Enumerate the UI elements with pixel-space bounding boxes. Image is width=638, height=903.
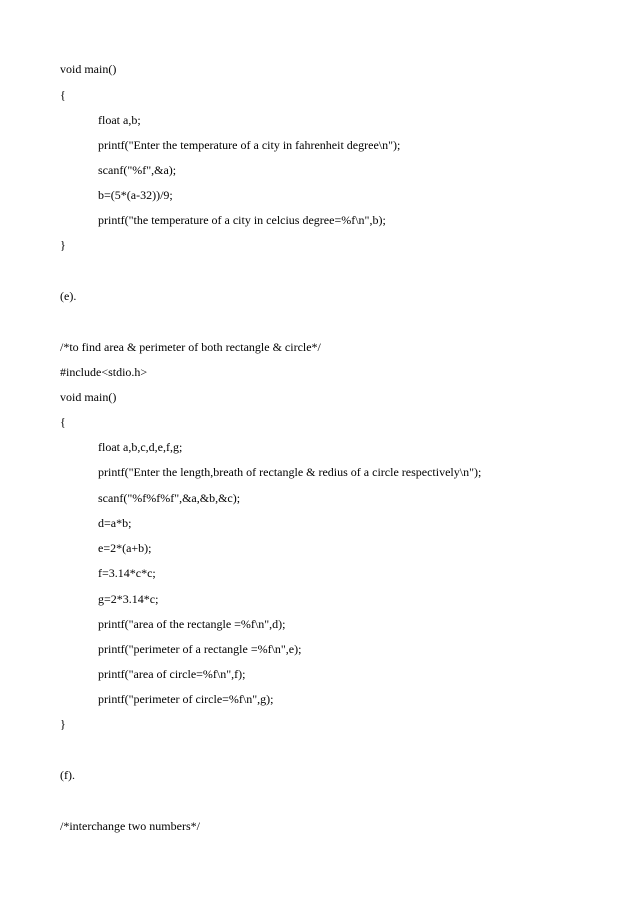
code-line: float a,b; [98, 113, 141, 127]
code-comment: /*interchange two numbers*/ [60, 819, 200, 833]
code-line: float a,b,c,d,e,f,g; [98, 440, 183, 454]
code-line: void main() [60, 390, 117, 404]
code-line: { [60, 88, 66, 102]
code-line: d=a*b; [98, 516, 132, 530]
code-line: f=3.14*c*c; [98, 566, 156, 580]
code-line: printf("the temperature of a city in celcius degree=%f\n",b); [98, 213, 386, 227]
code-comment: /*to find area & perimeter of both rectangle & circle*/ [60, 340, 321, 354]
code-line: } [60, 238, 66, 252]
code-line: printf("area of circle=%f\n",f); [98, 667, 246, 681]
section-label: (f). [60, 768, 75, 782]
code-line: #include<stdio.h> [60, 365, 148, 379]
code-line: g=2*3.14*c; [98, 592, 159, 606]
code-line: void main() [60, 62, 117, 76]
code-line: } [60, 717, 66, 731]
code-line: e=2*(a+b); [98, 541, 152, 555]
section-label: (e). [60, 289, 77, 303]
code-line: printf("area of the rectangle =%f\n",d); [98, 617, 286, 631]
code-line: printf("perimeter of a rectangle =%f\n",e); [98, 642, 302, 656]
code-line: scanf("%f%f%f",&a,&b,&c); [98, 491, 241, 505]
code-line: b=(5*(a-32))/9; [98, 188, 173, 202]
code-line: scanf("%f",&a); [98, 163, 177, 177]
code-line: printf("perimeter of circle=%f\n",g); [98, 692, 274, 706]
code-line: printf("Enter the temperature of a city in fahrenheit degree\n"); [98, 138, 401, 152]
code-line: printf("Enter the length,breath of rectangle & redius of a circle respectively\n"); [98, 465, 482, 479]
code-line: { [60, 415, 66, 429]
